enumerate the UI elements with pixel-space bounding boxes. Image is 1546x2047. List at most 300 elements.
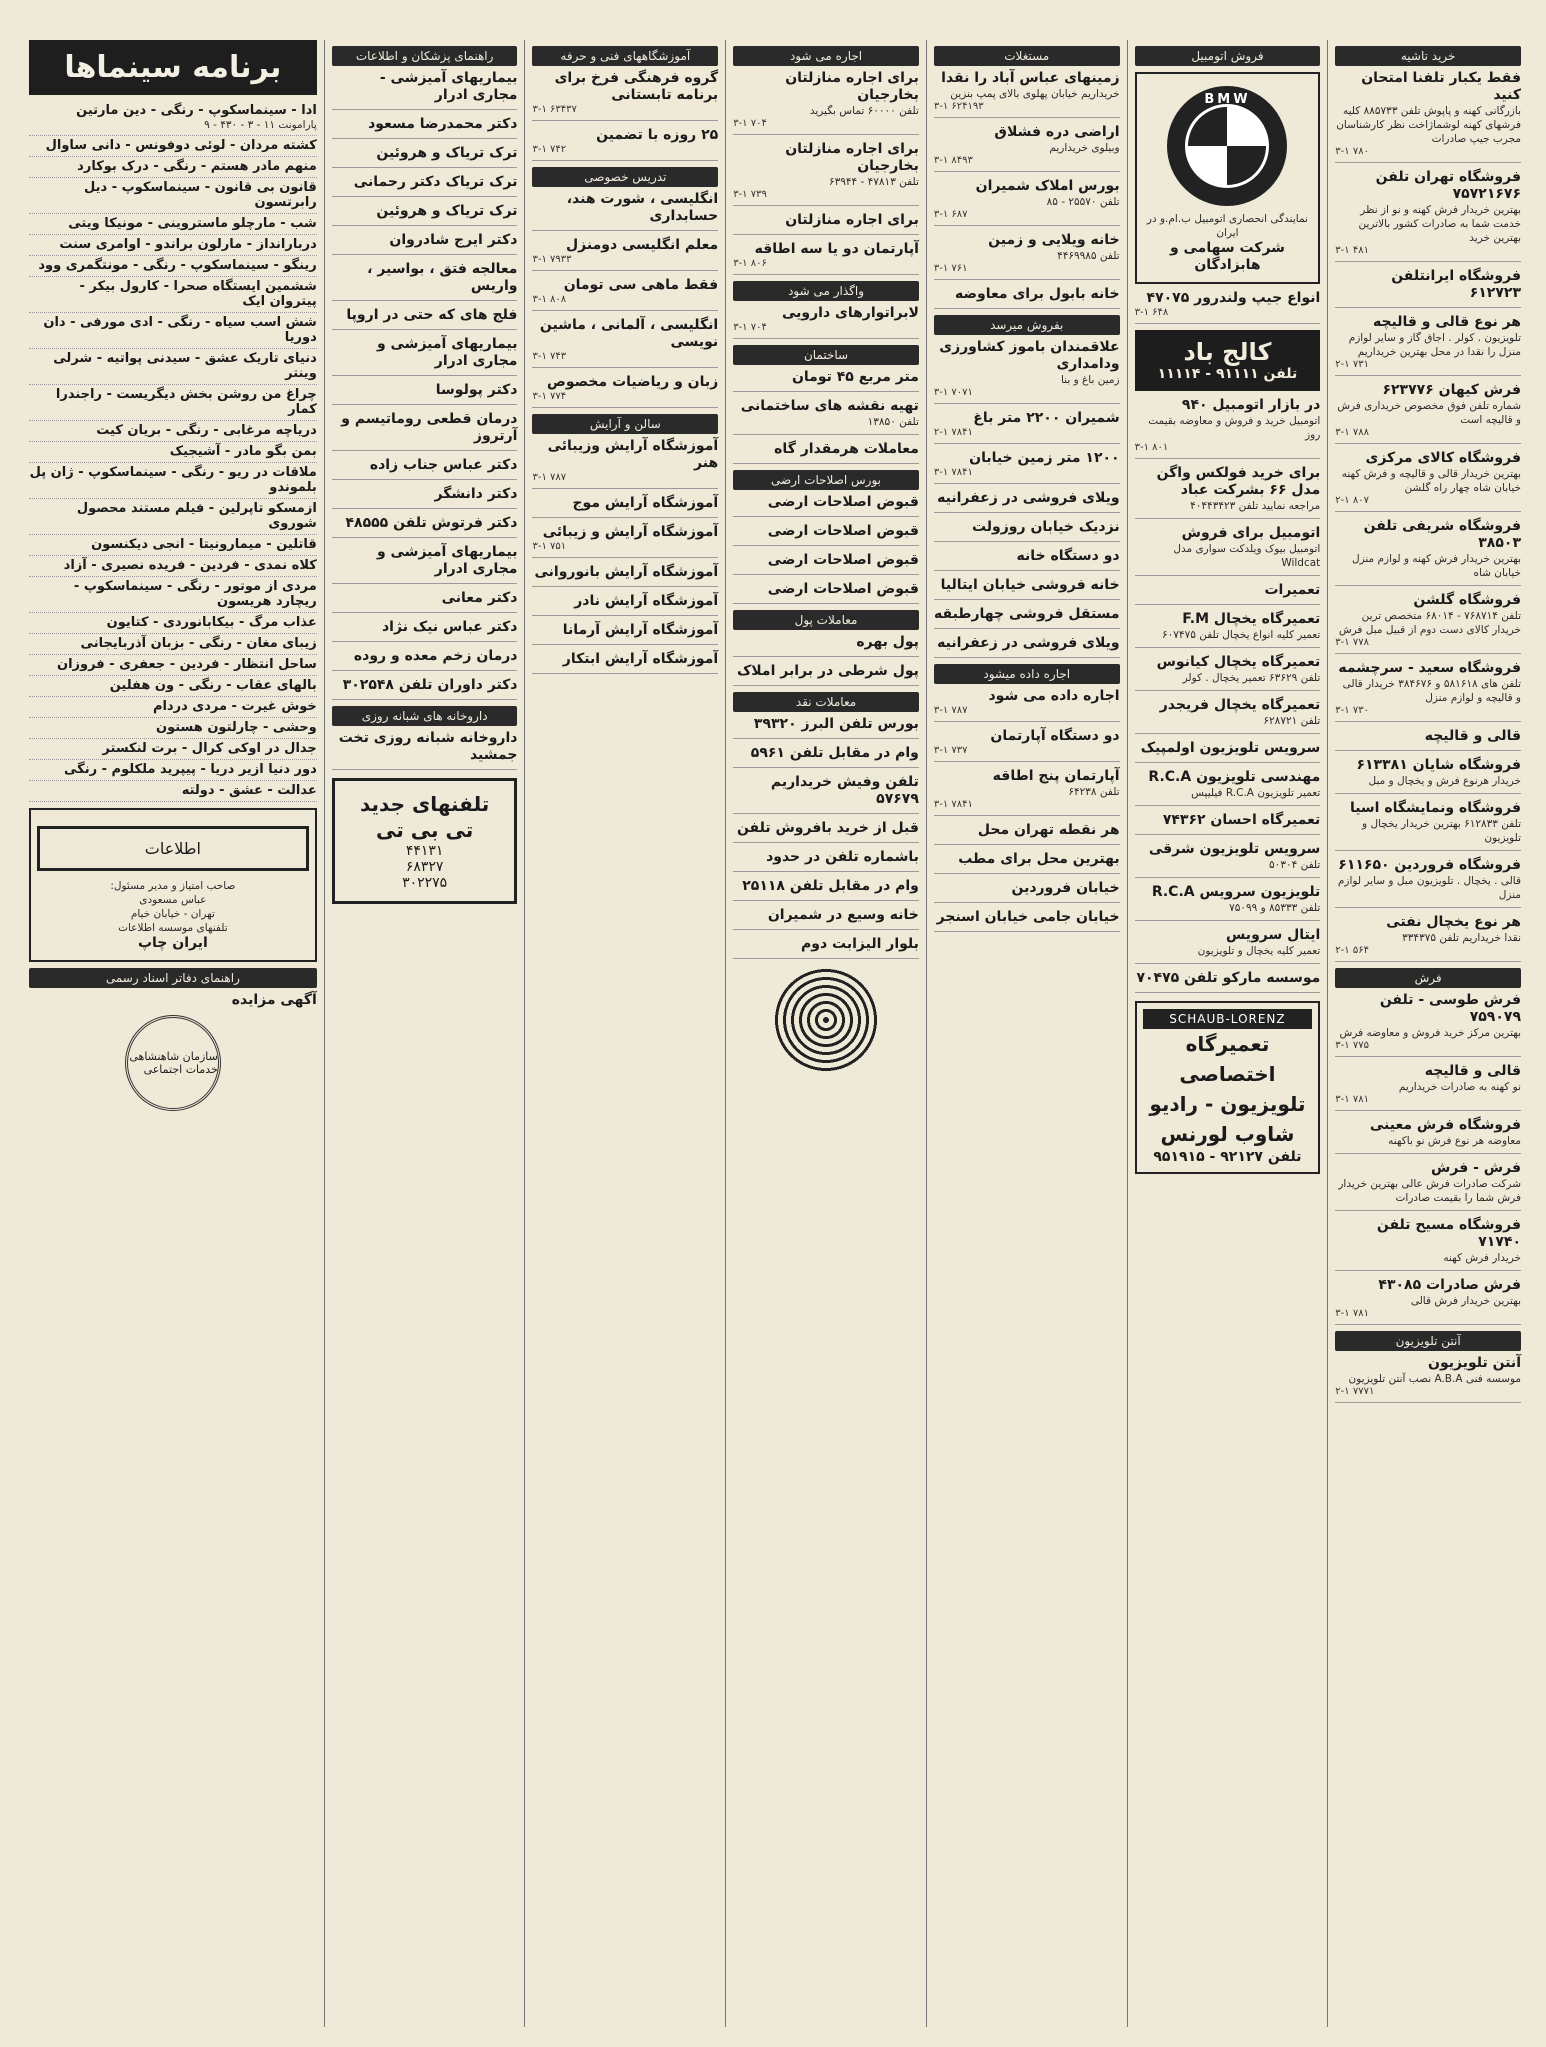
ad-title: فروشگاه گلشن	[1413, 592, 1521, 608]
ad-code: ۳-۱ ۸۰۸	[532, 294, 567, 305]
ad-title: در بازار اتومبیل ۹۴۰	[1181, 397, 1321, 413]
film-title: شب - مارچلو ماستروینی - مونیکا ویتی	[68, 216, 317, 231]
classified-ad	[934, 909, 1120, 932]
classified-ad	[934, 822, 1120, 845]
ad-title: برای خرید فولکس واگن مدل ۶۶ بشرکت عباد	[1156, 465, 1321, 498]
film-title: چراغ من روشن بخش دیگریست - راجندرا کمار	[55, 387, 317, 417]
cinema-listing	[29, 136, 317, 157]
ad-body: خریدار فرش کهنه	[1443, 1252, 1521, 1264]
section-heading: فرش	[1335, 968, 1521, 988]
ad-title: تعمیرگاه احسان ۷۴۳۶۲	[1162, 812, 1321, 828]
section-heading: اجاره می شود	[733, 46, 919, 66]
ad-title: برای اجاره منازلتان بخارجیان	[785, 70, 919, 103]
cinema-listing	[29, 718, 317, 739]
film-title: عدالت - عشق - دولته	[181, 783, 317, 798]
ad-title: دکتر معانی	[441, 590, 518, 606]
classified-ad	[332, 261, 518, 301]
ad-title: تعمیرگاه یخچال فریجدر	[1159, 697, 1321, 713]
telephone-advert	[332, 778, 518, 904]
ad-body: وبیلوی خریداریم	[1049, 142, 1120, 154]
classified-ad	[332, 730, 518, 770]
classified-ad	[934, 70, 1120, 118]
ad-title: داروخانه شبانه روزی تخت جمشید	[338, 730, 518, 763]
ad-title: دکتر عباس جناب زاده	[369, 457, 518, 473]
ad-title: خانه ویلایی و زمین	[988, 232, 1120, 248]
classified-ad	[733, 212, 919, 235]
ad-title: فقط یکبار تلفنا امتحان کنید	[1361, 70, 1521, 103]
classified-ad	[532, 651, 718, 674]
film-title: دور دنیا ازیر دریا - پیپرید ملکلوم - رنگی	[64, 762, 317, 777]
ad-title: قبوض اصلاحات ارضی	[767, 523, 919, 539]
telephone-number: ۶۸۳۲۷	[405, 859, 444, 875]
ad-code: ۳-۱ ۷۰۴	[733, 118, 767, 129]
ad-body: تعمیر کلیه انواع یخچال تلفن ۶۰۷۴۷۵	[1162, 629, 1321, 641]
telephone-number: ۳۰۲۲۷۵	[402, 875, 448, 891]
section-heading: خرید تاشیه	[1335, 46, 1521, 66]
classified-ad	[934, 577, 1120, 600]
ad-title: ویلای فروشی در زعفرانیه	[937, 635, 1120, 651]
cinema-listing	[29, 463, 317, 499]
ad-title: پول بهره	[856, 634, 919, 650]
ad-code: ۲-۱ ۷۳۱	[1335, 359, 1369, 370]
ad-code: ۳-۱ ۷۷۵	[1335, 1040, 1369, 1051]
film-times: پارامونت ۱۱ - ۳ - ۴۳۰ - ۹	[204, 119, 317, 131]
schaub-line-1: تعمیرگاه اختصاصی	[1179, 1032, 1276, 1086]
ad-body: خریدار هرنوع فرش و یخچال و مبل	[1368, 775, 1521, 787]
bmw-logo-icon	[1167, 86, 1287, 206]
ad-title: بهترین محل برای مطب	[958, 851, 1120, 867]
classified-ad	[1335, 70, 1521, 163]
cinema-listing	[29, 256, 317, 277]
cinema-listing	[29, 178, 317, 214]
ad-title: ترک تریاک و هروئین	[376, 203, 518, 219]
ad-title: تهیه نقشه های ساختمانی	[740, 398, 919, 414]
ad-code: ۳-۱ ۷۰۷۱	[933, 387, 973, 398]
cinema-listing	[29, 697, 317, 718]
ad-code: ۳-۱ ۷۴۲	[532, 144, 567, 155]
classified-ad	[733, 70, 919, 135]
film-title: ششمین ایستگاه صحرا - کارول بیکر - پیتروان ایک	[79, 279, 317, 309]
classified-ad	[1335, 1277, 1521, 1325]
cinema-listing	[29, 101, 317, 136]
column-purchase	[1327, 40, 1528, 2027]
classified-ad	[1135, 654, 1321, 691]
classified-ad	[934, 490, 1120, 513]
classified-ad	[1135, 611, 1321, 648]
ad-body: تلفن ۵۰۳۰۴	[1269, 859, 1321, 871]
classified-ad	[332, 619, 518, 642]
ad-title: ۲۵ روزه با تضمین	[596, 127, 719, 143]
classified-ad	[332, 677, 518, 700]
ad-title: آپارتمان دو یا سه اطاقه	[754, 241, 919, 257]
cinema-listing	[29, 535, 317, 556]
section-heading: معاملات پول	[733, 610, 919, 630]
film-title: زیبای مغان - رنگی - بزبان آذربایجانی	[80, 636, 317, 651]
ad-code: ۳-۱ ۷۷۸	[1335, 637, 1369, 648]
ad-code: ۳-۱ ۶۴۸	[1134, 307, 1169, 318]
classified-ad	[332, 203, 518, 226]
classified-ad	[1335, 660, 1521, 722]
classified-ad	[1135, 740, 1321, 763]
classified-ad	[1135, 769, 1321, 806]
ad-title: پول شرطی در برابر املاک	[736, 663, 919, 679]
ad-title: انگلیسی ، آلمانی ، ماشین نویسی	[539, 317, 719, 350]
ad-body: تلفن ۶۰۰۰۰ تماس بگیرید	[809, 105, 919, 117]
ad-body: تلفن ۴۴۶۹۹۸۵	[1057, 250, 1120, 262]
classified-ad	[532, 277, 718, 311]
classified-ad	[934, 768, 1120, 816]
ad-title: فرش صادرات ۴۳۰۸۵	[1378, 1277, 1521, 1293]
classified-ad	[733, 581, 919, 604]
notary-heading: راهنمای دفاتر اسناد رسمی	[29, 968, 317, 988]
ad-title: خانه بابول برای معاوضه	[955, 286, 1120, 302]
section-heading: فروش اتومبیل	[1135, 46, 1321, 66]
ad-body: تلفن ۱۳۸۵۰	[867, 416, 919, 428]
cinema-listing	[29, 739, 317, 760]
classified-ad	[332, 70, 518, 110]
ad-body: معاوضه هر نوع فرش نو باکهنه	[1388, 1135, 1521, 1147]
ad-body: بازرگانی کهنه و پاپوش تلفن ۸۸۵۷۳۳ کلیه فرشهای کهنه لوشماژاخت نظر کارشناسان مجرب جیپ صادرات	[1336, 105, 1521, 145]
ad-body: تلفن ۲۵۵۷۰ - ۸۵	[1046, 196, 1120, 208]
classified-ad	[332, 590, 518, 613]
ad-code: ۳-۱ ۷۰۴	[733, 322, 767, 333]
ad-body: تلفن ۶۳۶۲۹ تعمیر یخچال . کولر	[1182, 672, 1321, 684]
ad-title: آموزشگاه آرایش بانوروانی	[534, 564, 719, 580]
film-title: خوش غیرت - مردی دردام	[152, 699, 317, 714]
classified-ad	[1135, 525, 1321, 576]
classified-ad	[934, 410, 1120, 444]
ad-title: دو دستگاه خانه	[1016, 548, 1120, 564]
classified-ad	[733, 369, 919, 392]
section-heading: داروخانه های شبانه روزی	[332, 706, 518, 726]
ad-title: آموزشگاه آرایش ابتکار	[562, 651, 719, 667]
ad-title: فروشگاه فرش معینی	[1369, 1117, 1521, 1133]
ad-title: قبوض اصلاحات ارضی	[767, 552, 919, 568]
classified-ad	[733, 820, 919, 843]
classified-ad	[1135, 812, 1321, 835]
classified-ad	[733, 634, 919, 657]
classified-ad	[332, 174, 518, 197]
ad-title: تعمیرات	[1264, 582, 1321, 598]
section-heading: اجاره داده میشود	[934, 664, 1120, 684]
ad-body: تلویزیون . کولر . اجاق گاز و سایر لوازم منزل را نقدا در محل بهترین خریداریم	[1348, 332, 1521, 358]
ad-title: دکتر داوران تلفن ۳۰۲۵۴۸	[342, 677, 518, 693]
ad-title: انگلیسی ، شورت هند، حسابداری	[566, 191, 719, 224]
section-heading: تدریس خصوصی	[532, 167, 718, 187]
film-title: بمن بگو مادر - آشیجیک	[169, 444, 317, 459]
cinema-listing	[29, 760, 317, 781]
ad-title: برای اجاره منازلتان	[785, 212, 919, 228]
section-heading: آموزشگاههای فنی و حرفه	[532, 46, 718, 66]
ad-title: آموزشگاه آرایش نادر	[574, 593, 719, 609]
classified-ad	[1135, 841, 1321, 878]
ad-title: گروه فرهنگی فرخ برای برنامه تابستانی	[554, 70, 719, 103]
ad-title: ایتال سرویس	[1226, 927, 1321, 943]
classified-ad	[332, 232, 518, 255]
ad-body: خریداریم خیابان پهلوی بالای پمپ بنزین	[950, 88, 1120, 100]
ad-code: ۳-۱ ۷۷۴	[532, 391, 567, 402]
ad-title: هر نوع قالی و قالیچه	[1372, 314, 1521, 330]
film-title: شش اسب سیاه - رنگی - ادی مورفی - دان دوریا	[43, 315, 317, 345]
ad-title: متر مربع ۴۵ تومان	[791, 369, 919, 385]
ad-title: درمان قطعی روماتیسم و آرتروز	[341, 411, 518, 444]
column-rentals-finance	[725, 40, 926, 2027]
ad-title: سرویس تلویزیون اولمپیک	[1140, 740, 1321, 756]
cinema-listing	[29, 634, 317, 655]
classified-ad	[532, 524, 718, 558]
classified-ad	[532, 564, 718, 587]
classified-ad	[733, 523, 919, 546]
ad-code: ۳-۱ ۸۰۱	[1134, 442, 1169, 453]
college-phone: تلفن ۹۱۱۱۱ - ۱۱۱۱۴	[1157, 366, 1298, 382]
ad-body: موسسه فنی A.B.A نصب آنتن تلویزیون	[1348, 1373, 1521, 1385]
cinema-banner: برنامه سینماها	[29, 40, 317, 95]
ad-title: زمینهای عباس آباد را نقدا	[941, 70, 1120, 86]
classified-ad	[1335, 992, 1521, 1057]
classified-ad	[1135, 927, 1321, 964]
ad-body: تلفن ۸۵۳۳۳ و ۷۵۰۹۹	[1229, 902, 1321, 914]
cinema-listing	[29, 214, 317, 235]
classified-ad	[733, 774, 919, 814]
classified-ad	[733, 907, 919, 930]
ad-title: معالجه فتق ، بواسیر ، واریس	[367, 261, 518, 294]
ettelaat-line: تهران - خیابان خیام	[130, 908, 215, 920]
film-title: دنیای تاریک عشق - سیدنی پواتیه - شرلی وینتر	[53, 351, 317, 381]
ad-title: دو دستگاه آپارتمان	[990, 728, 1120, 744]
section-heading: راهنمای پزشکان و اطلاعات	[332, 46, 518, 66]
classified-ad	[1335, 1160, 1521, 1211]
cinema-listing	[29, 499, 317, 535]
ad-title: خانه فروشی خیابان ایتالیا	[940, 577, 1120, 593]
ad-title: معاملات هرمقدار گاه	[774, 441, 919, 457]
ad-code: ۳-۱ ۷۸۱	[1335, 1308, 1369, 1319]
classified-ad	[934, 606, 1120, 629]
ad-title: مهندسی تلویزیون R.C.A	[1148, 769, 1321, 785]
cinema-listing	[29, 385, 317, 421]
classified-ad	[332, 336, 518, 376]
ad-title: دکتر محمدرضا مسعود	[368, 116, 518, 132]
ad-title: آموزشگاه آرایش موج	[572, 495, 719, 511]
ad-title: لابراتوارهای دارویی	[781, 305, 919, 321]
film-title: ملاقات در ریو - رنگی - سینماسکوپ - ژان پل بلموندو	[29, 465, 317, 495]
ad-title: ویلای فروشی در زعفرانیه	[937, 490, 1120, 506]
ad-body: شماره تلفن فوق مخصوص خریداری فرش و قالیچه است	[1337, 400, 1521, 426]
college-label: کالج باد	[1183, 338, 1272, 366]
film-title: ازمسکو تاپرلین - فیلم مستند محصول شوروی	[76, 501, 317, 531]
classified-ad	[1335, 1355, 1521, 1403]
ad-title: آموزشگاه آرایش و زیبائی	[542, 524, 719, 540]
classified-ad	[733, 398, 919, 435]
classified-ad	[1335, 169, 1521, 262]
ad-body: بهترین خریدار فرش قالی	[1410, 1295, 1521, 1307]
ad-title: دکتر پولوسا	[435, 382, 518, 398]
section-heading: بفروش میرسد	[934, 315, 1120, 335]
ad-title: وام در مقابل تلفن ۲۵۱۱۸	[742, 878, 919, 894]
classified-ad	[1335, 800, 1521, 851]
film-title: وحشی - چارلتون هستون	[156, 720, 317, 735]
ad-title: درمان زخم معده و روده	[353, 648, 518, 664]
ad-body: تعمیر تلویزیون R.C.A فیلیپس	[1191, 787, 1321, 799]
film-title: بالهای عقاب - رنگی - ون هفلین	[109, 678, 317, 693]
column-doctors	[324, 40, 525, 2027]
column-cinema	[22, 40, 324, 2027]
section-heading: معاملات نقد	[733, 692, 919, 712]
ad-title: تلفن وفیش خریداریم ۵۷۶۷۹	[770, 774, 919, 807]
ad-code: ۳-۱ ۷۸۷	[933, 705, 968, 716]
ad-code: ۳-۱ ۶۳۴۳۷	[532, 104, 577, 115]
ad-body: بهترین مرکز خرید فروش و معاوضه فرش	[1339, 1027, 1521, 1039]
ad-title: آپارتمان پنج اطاقه	[992, 768, 1120, 784]
classified-ad	[532, 127, 718, 161]
classified-ad	[1335, 757, 1521, 794]
classified-ad	[733, 716, 919, 739]
classified-ad	[934, 851, 1120, 874]
classified-ad	[332, 457, 518, 480]
ad-code: ۲-۱ ۵۶۴	[1335, 945, 1369, 956]
cinema-listing	[29, 349, 317, 385]
classified-ad	[1335, 268, 1521, 308]
bmw-company: شرکت سهامی و هابزادگان	[1169, 240, 1285, 273]
ad-code: ۳-۱ ۷۳۹	[733, 189, 767, 200]
column-cars-repairs	[1127, 40, 1328, 2027]
schaub-line-3: شاوب لورنس	[1160, 1122, 1295, 1146]
ad-title: فرش - فرش	[1431, 1160, 1521, 1176]
classified-ad	[1135, 290, 1321, 324]
ad-title: خانه وسیع در شمیران	[767, 907, 919, 923]
ad-title: دکتر عباس نیک نژاد	[382, 619, 518, 635]
ettelaat-line: تلفنهای موسسه اطلاعات	[118, 922, 228, 934]
ad-title: بلوار الیزابت دوم	[801, 936, 919, 952]
classified-ad	[1135, 970, 1321, 993]
ad-title: فروشگاه کالای مرکزی	[1365, 450, 1521, 466]
classified-ad	[934, 635, 1120, 658]
classified-ad	[733, 494, 919, 517]
ad-code: ۲-۱ ۸۰۷	[1335, 495, 1369, 506]
ad-title: بورس املاک شمیران	[975, 178, 1120, 194]
emblem-text: سازمان شاهنشاهی خدمات اجتماعی	[129, 1050, 218, 1076]
classified-ad	[934, 728, 1120, 762]
classified-ad	[733, 141, 919, 206]
classified-ad	[1335, 314, 1521, 376]
ad-title: تلویزیون سرویس R.C.A	[1151, 884, 1321, 900]
ad-code: ۳-۱ ۷۸۱	[1335, 1094, 1369, 1105]
film-title: دربارانداز - مارلون براندو - اوامری سنت	[59, 237, 317, 252]
ad-title: فروشگاه شایان ۶۱۳۳۸۱	[1356, 757, 1521, 773]
ad-title: فروشگاه تهران تلفن ۷۵۷۲۱۶۷۶	[1375, 169, 1521, 202]
ad-code: ۲-۱ ۷۸۴۱	[933, 427, 973, 438]
ad-title: مستقل فروشی چهارطبقه	[934, 606, 1120, 622]
ad-body: اتومبیل خرید و فروش و معاوضه بقیمت روز	[1148, 415, 1321, 441]
ad-code: ۲-۱ ۷۷۷۱	[1335, 1386, 1375, 1397]
ad-title: قالی و قالیچه	[1424, 1063, 1521, 1079]
ad-title: قبوض اصلاحات ارضی	[767, 581, 919, 597]
classified-ad	[1335, 857, 1521, 908]
ettelaat-line: صاحب امتیاز و مدیر مسئول:	[110, 880, 236, 892]
film-title: قاتلین - میمارونیتا - انجی دیکنسون	[91, 537, 317, 552]
classified-ad	[532, 495, 718, 518]
ad-title: ۱۲۰۰ متر زمین خیابان	[969, 450, 1120, 466]
ad-title: قبوض اصلاحات ارضی	[767, 494, 919, 510]
ad-body: بهترین خریدار فرش کهنه و نو از نظر خدمت شما به صادرات کشور بالاترین بهترین خرید	[1358, 204, 1521, 244]
section-heading: سالن و آرایش	[532, 414, 718, 434]
section-heading: واگذار می شود	[733, 281, 919, 301]
classified-ad	[934, 178, 1120, 226]
classified-ad	[733, 441, 919, 464]
classified-ad	[1135, 465, 1321, 519]
ad-code: ۳-۱ ۶۲۴۱۹۳	[933, 101, 984, 112]
cinema-listing	[29, 676, 317, 697]
bmw-logo-text: BMW	[1204, 92, 1251, 107]
ad-title: تعمیرگاه یخچال F.M	[1182, 611, 1321, 627]
ad-title: بیماریهای آمیزشی و مجاری ادرار	[376, 336, 518, 369]
ad-title: بیماریهای آمیزشی و مجاری ادرار	[376, 544, 518, 577]
cinema-listing	[29, 556, 317, 577]
classified-ad	[332, 307, 518, 330]
ad-title: فروشگاه فروردین ۶۱۱۶۵۰	[1338, 857, 1521, 873]
ad-title: فروشگاه ایرانتلفن ۶۱۲۷۲۳	[1391, 268, 1521, 301]
ad-title: هر نوع یخچال نفتی	[1386, 914, 1521, 930]
ad-title: فقط ماهی سی تومان	[563, 277, 719, 293]
classified-ad	[934, 232, 1120, 280]
crest-emblem-icon	[125, 1015, 221, 1111]
spiral-emblem-icon	[771, 965, 881, 1075]
ad-code: ۳-۱ ۷۸۸	[1335, 427, 1369, 438]
ad-code: ۳-۱ ۸۰۶	[733, 258, 767, 269]
column-real-estate	[926, 40, 1127, 2027]
ad-body: اتومبیل بیوک ویلدکت سواری مدل Wildcat	[1173, 543, 1321, 569]
cinema-listing	[29, 235, 317, 256]
ad-body: زمین باغ و بنا	[1060, 374, 1120, 386]
ad-title: ترک تریاک دکتر رحمانی	[353, 174, 518, 190]
section-heading: بورس اصلاحات ارضی	[733, 470, 919, 490]
ad-body: نقدا خریداریم تلفن ۳۳۴۳۷۵	[1402, 932, 1521, 944]
ad-code: ۳-۱ ۷۳۰	[1335, 705, 1369, 716]
ad-title: باشماره تلفن در حدود	[766, 849, 919, 865]
film-title: مردی از موتور - رنگی - سینماسکوپ - ریچارد هریسون	[73, 579, 317, 609]
ad-title: وام در مقابل تلفن ۵۹۶۱	[750, 745, 919, 761]
ad-body: تلفن ۶۴۲۳۸	[1068, 786, 1120, 798]
ad-title: دکتر ایرج شادروان	[389, 232, 518, 248]
classified-ad	[332, 648, 518, 671]
ad-title: قالی و قالیچه	[1424, 728, 1521, 744]
film-title: ادا - سینماسکوپ - رنگی - دین مارتین	[76, 103, 317, 118]
classified-ad	[733, 936, 919, 959]
film-title: منهم مادر هستم - رنگی - درک بوکارد	[77, 159, 317, 174]
college-advert	[1135, 330, 1321, 391]
film-title: رینگو - سینماسکوپ - رنگی - مونتگمری وود	[38, 258, 317, 273]
ad-title: زبان و ریاضیات مخصوص	[547, 374, 719, 390]
ad-title: شمیران ۲۲۰۰ متر باغ	[973, 410, 1120, 426]
cinema-listing	[29, 421, 317, 442]
ad-code: ۳-۱ ۷۸۰	[1335, 146, 1369, 157]
classified-ad	[934, 548, 1120, 571]
ad-title: فرش طوسی - تلفن ۷۵۹۰۷۹	[1379, 992, 1521, 1025]
classified-ad	[332, 515, 518, 538]
film-title: ساحل انتظار - فردین - جعفری - فروزان	[56, 657, 317, 672]
classified-ad	[1335, 450, 1521, 512]
ad-code: ۳-۱ ۸۴۹۳	[933, 155, 973, 166]
ad-title: اجاره داده می شود	[988, 688, 1120, 704]
bmw-dealer-line: نمایندگی انحصاری اتومبیل ب.ام.و در ایران	[1146, 213, 1308, 239]
classified-ad	[1335, 914, 1521, 962]
ad-title: فلج های که حتی در اروپا	[346, 307, 518, 323]
ad-body: تلفن های ۵۸۱۶۱۸ و ۳۸۴۶۷۶ خریدار قالی و قالیچه و لوازم منزل	[1342, 678, 1521, 704]
classified-ad	[1135, 884, 1321, 921]
film-title: عذاب مرگ - بیکابانوردی - کتایون	[106, 615, 317, 630]
classified-ad	[733, 241, 919, 275]
film-title: قانون بی قانون - سینماسکوپ - دیل رابرتسون	[84, 180, 317, 210]
classified-ad	[1335, 1117, 1521, 1154]
